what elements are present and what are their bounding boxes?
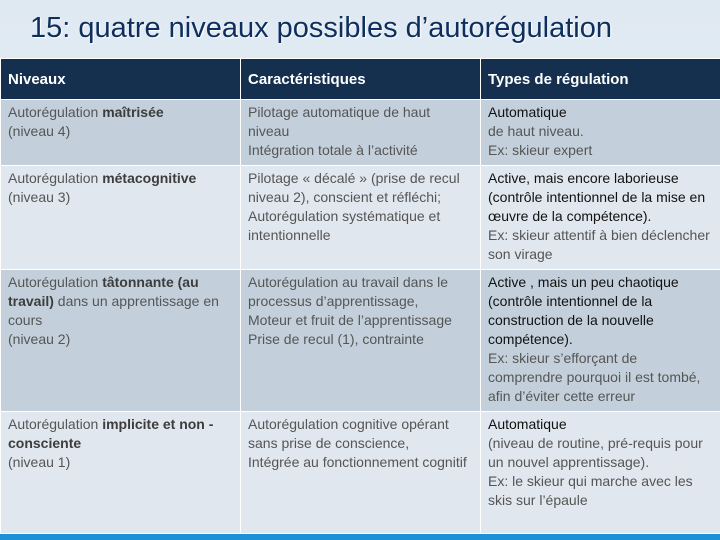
types-example: Ex: le skieur qui marche avec les skis sur l’épaule (488, 473, 693, 508)
niveau-prefix: Autorégulation (8, 104, 103, 120)
niveau-level: (niveau 2) (8, 331, 71, 347)
table-row (1, 270, 720, 412)
types-cell (481, 166, 720, 270)
niveau-cell (1, 100, 241, 166)
niveau-prefix: Autorégulation (8, 170, 103, 186)
table-header-row (1, 59, 720, 100)
types-cell (481, 270, 720, 412)
types-rest: (niveau de routine, pré-requis pour un nouvel apprentissage). (488, 435, 703, 470)
niveau-level: (niveau 4) (8, 123, 71, 139)
niveau-prefix: Autorégulation (8, 416, 103, 432)
types-description (488, 415, 714, 472)
caracteristique-line: Intégrée au fonctionnement cognitif (248, 454, 467, 470)
caracteristique-line: Autorégulation au travail dans le processus d’apprentissage, (248, 274, 449, 309)
niveau-suffix: dans un apprentissage en cours (8, 293, 219, 328)
caracteristique-line: Prise de recul (1), contrainte (248, 331, 424, 347)
table-row (1, 412, 720, 534)
caracteristique-line: Pilotage « décalé » (prise de recul niveau 2), conscient et réfléchi; (248, 170, 460, 205)
types-lead: Active, mais encore laborieuse (contrôle intentionnel de la mise en œuvre de la compétence). (488, 170, 706, 224)
header-niveaux: Niveaux (1, 59, 241, 100)
bottom-accent-bar (0, 534, 720, 540)
types-cell (481, 412, 720, 534)
types-example: Ex: skieur attentif à bien déclencher son virage (488, 227, 710, 262)
regulation-table (0, 58, 720, 534)
caracteristique-line: Autorégulation cognitive opérant sans prise de conscience, (248, 416, 449, 451)
types-cell (481, 100, 720, 166)
niveau-keyword: maîtrisée (102, 104, 164, 120)
niveau-cell (1, 412, 241, 534)
niveau-keyword: métacognitive (102, 170, 197, 186)
caracteristiques-cell (241, 100, 481, 166)
caracteristiques-cell (241, 412, 481, 534)
types-example: Ex: skieur s’efforçant de comprendre pourquoi il est tombé, afin d’éviter cette erreur (488, 350, 701, 404)
niveau-keyword: tâtonnante (au travail) (8, 274, 199, 309)
table-row (1, 166, 720, 270)
niveau-prefix: Autorégulation (8, 274, 103, 290)
table-row (1, 100, 720, 166)
types-lead: Automatique (488, 416, 567, 432)
niveau-level: (niveau 1) (8, 454, 71, 470)
niveau-keyword: implicite et non -consciente (8, 416, 214, 451)
types-rest: de haut niveau. (488, 123, 584, 139)
caracteristique-line: Pilotage automatique de haut niveau (248, 104, 431, 139)
caracteristiques-cell (241, 166, 481, 270)
caracteristique-line: Autorégulation systématique et intentionnelle (248, 208, 441, 243)
types-lead: Active , mais un peu chaotique (contrôle intentionnel de la construction de la nouvelle compétence). (488, 274, 679, 347)
niveau-cell (1, 270, 241, 412)
types-description (488, 103, 714, 141)
caracteristique-line: Intégration totale à l’activité (248, 142, 418, 158)
types-example: Ex: skieur expert (488, 142, 593, 158)
types-lead: Automatique (488, 104, 567, 120)
caracteristiques-cell (241, 270, 481, 412)
caracteristique-line: Moteur et fruit de l’apprentissage (248, 312, 452, 328)
slide-title: 15: quatre niveaux possibles d’autorégulation (30, 12, 613, 44)
header-caracteristiques: Caractéristiques (241, 59, 481, 100)
header-types: Types de régulation (481, 59, 720, 100)
niveau-level: (niveau 3) (8, 189, 71, 205)
niveau-cell (1, 166, 241, 270)
